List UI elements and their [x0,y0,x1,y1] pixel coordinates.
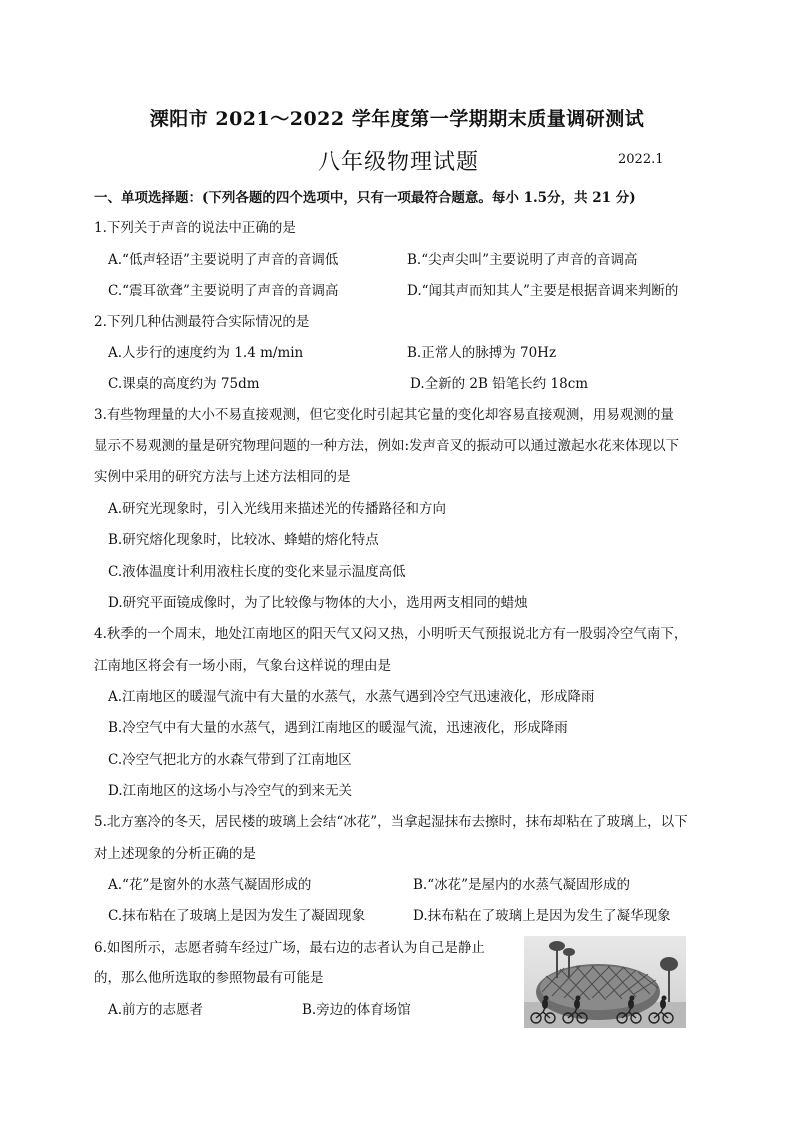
question-3-option-d: D.研究平面镜成像时，为了比较像与物体的大小，选用两支相同的蜡烛 [108,595,528,611]
question-6-stem-line2: 的，那么他所选取的参照物最有可能是 [94,970,324,986]
question-6-option-a: A.前方的志愿者 [108,1002,204,1018]
question-5-option-c: C.抹布粘在了玻璃上是因为发生了凝固现象 [108,908,366,924]
question-5-option-d: D.抹布粘在了玻璃上是因为发生了凝华现象 [413,908,671,924]
question-3-option-c: C.液体温度计利用液柱长度的变化来显示温度高低 [108,564,406,580]
question-1-stem: 1.下列关于声音的说法中正确的是 [94,220,296,236]
question-1-option-a: A.“低声轻语”主要说明了声音的音调低 [108,252,339,268]
question-4-option-a: A.江南地区的暖湿气流中有大量的水蒸气，水蒸气遇到冷空气迅速液化，形成降雨 [108,689,595,705]
question-3-stem-line3: 实例中采用的研究方法与上述方法相同的是 [94,469,351,485]
question-2-option-a: A.人步行的速度约为 1.4 m/min [108,345,304,361]
question-4-stem-line2: 江南地区将会有一场小雨，气象台这样说的理由是 [94,658,391,674]
question-1-option-b: B.“尖声尖叫”主要说明了声音的音调高 [407,252,638,268]
section-heading: 一、单项选择题：(下列各题的四个选项中，只有一项最符合题意。每小 1.5分，共 21 分) [94,190,636,206]
question-4-option-c: C.冷空气把北方的水森气带到了江南地区 [108,752,352,768]
cyclists-stadium-photo [524,936,686,1028]
question-6-stem-line1: 6.如图所示，志愿者骑车经过广场，最右边的志者认为自己是静止 [94,940,485,956]
question-2-option-b: B.正常人的脉搏为 70Hz [407,345,557,361]
question-5-stem-line1: 5.北方塞冷的冬天，居民楼的玻璃上会结“冰花”，当拿起湿抹布去擦时，抹布却粘在了玻璃上，以下 [94,814,688,830]
question-6-option-b: B.旁边的体育场馆 [302,1002,411,1018]
question-3-option-a: A.研究光现象时，引入光线用来描述光的传播路径和方向 [108,501,447,517]
exam-subtitle: 八年级物理试题 [318,150,480,175]
exam-title: 溧阳市 2021～2022 学年度第一学期期末质量调研测试 [149,108,645,130]
question-5-option-a: A.“花”是窗外的水蒸气凝固形成的 [108,877,312,893]
question-2-stem: 2.下列几种估测最符合实际情况的是 [94,314,310,330]
question-5-stem-line2: 对上述现象的分析正确的是 [94,846,256,862]
question-4-option-d: D.江南地区的这场小与冷空气的到来无关 [108,783,353,799]
question-3-stem-line2: 显示不易观测的量是研究物理问题的一种方法，例如:发声音叉的振动可以通过激起水花来体现以下 [94,438,680,454]
exam-date: 2022.1 [618,152,664,167]
question-4-stem-line1: 4.秋季的一个周末，地处江南地区的阳天气又闷又热，小明听天气预报说北方有一股弱冷空气南下， [94,626,688,642]
question-5-option-b: B.“冰花”是屋内的水蒸气凝固形成的 [413,877,631,893]
question-3-option-b: B.研究熔化现象时，比较冰、蜂蜡的熔化特点 [108,532,379,548]
question-1-option-c: C.“震耳欲聋”主要说明了声音的音调高 [108,283,339,299]
question-1-option-d: D.“闻其声而知其人”主要是根据音调来判断的 [407,283,679,299]
question-2-option-d: D.全新的 2B 铅笔长约 18cm [410,376,589,392]
question-4-option-b: B.冷空气中有大量的水蒸气，遇到江南地区的暖湿气流，迅速液化，形成降雨 [108,720,568,736]
question-3-stem-line1: 3.有些物理量的大小不易直接观测，但它变化时引起其它量的变化却容易直接观测，用易观测的量 [94,407,674,423]
question-2-option-c: C.课桌的高度约为 75dm [108,376,260,392]
